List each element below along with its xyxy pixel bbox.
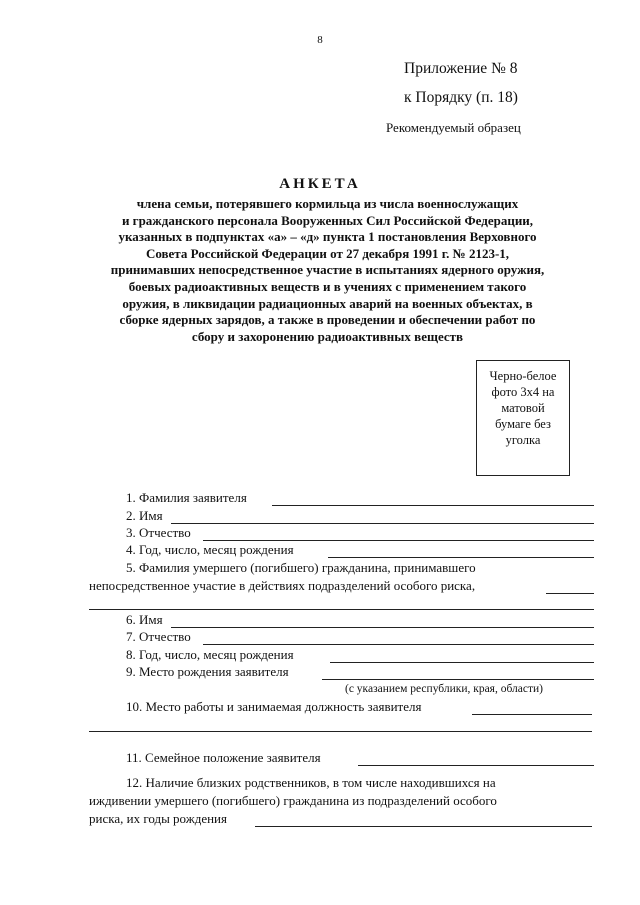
applicant-name-label: 2. Имя: [126, 508, 163, 523]
applicant-birthplace-field[interactable]: [322, 679, 594, 680]
page-number: 8: [317, 34, 323, 46]
deceased-name-label: 6. Имя: [126, 612, 163, 627]
applicant-surname-field[interactable]: [272, 505, 594, 506]
deceased-birthdate-label: 8. Год, число, месяц рождения: [126, 647, 294, 662]
subtitle-line: принимавших непосредственное участие в испытаниях ядерного оружия,: [110, 262, 545, 278]
applicant-patronymic-field[interactable]: [203, 540, 594, 541]
applicant-workplace-label: 10. Место работы и занимаемая должность заявителя: [126, 699, 422, 714]
relatives-label-line1: 12. Наличие близких родственников, в том числе находившихся на: [126, 775, 496, 790]
subtitle-line: оружия, в ликвидации радиационных аварий на военных объектах, в: [122, 295, 533, 311]
photo-placeholder-box[interactable]: [476, 360, 570, 476]
applicant-workplace-field-continuation[interactable]: [89, 731, 592, 732]
subtitle-line: Совета Российской Федерации от 27 декабря 1991 г. № 2123-1,: [145, 245, 510, 261]
applicant-name-field[interactable]: [171, 523, 594, 524]
applicant-workplace-field[interactable]: [472, 714, 592, 715]
deceased-surname-field[interactable]: [546, 593, 594, 594]
relatives-label-line2: иждивении умершего (погибшего) гражданина из подразделений особого: [89, 793, 497, 808]
subtitle-line: сборке ядерных зарядов, а также в проведении и обеспечении работ по: [119, 312, 536, 328]
form-subtitle: [60, 196, 595, 345]
subtitle-line: указанных в подпунктах «а» – «д» пункта 1 постановления Верховного: [118, 229, 537, 245]
applicant-birthdate-field[interactable]: [328, 557, 594, 558]
subtitle-line: боевых радиоактивных веществ и в учениях с применением такого: [128, 278, 527, 294]
applicant-birthplace-label: 9. Место рождения заявителя: [126, 664, 289, 679]
photo-instruction-line: Черно-белое: [489, 369, 557, 383]
applicant-surname-label: 1. Фамилия заявителя: [126, 490, 247, 505]
appendix-reference: к Порядку (п. 18): [404, 89, 518, 106]
birthplace-hint: (с указанием республики, края, области): [345, 683, 543, 695]
photo-instruction-line: фото 3х4 на: [491, 385, 555, 399]
deceased-patronymic-label: 7. Отчество: [126, 629, 191, 644]
photo-instruction-line: матовой: [501, 401, 545, 415]
deceased-surname-label-line1: 5. Фамилия умершего (погибшего) гражданина, принимавшего: [126, 560, 476, 575]
form-title: АНКЕТА: [279, 176, 361, 192]
marital-status-label: 11. Семейное положение заявителя: [126, 750, 321, 765]
recommended-sample-label: Рекомендуемый образец: [386, 120, 521, 135]
appendix-number: Приложение № 8: [404, 60, 518, 77]
applicant-birthdate-label: 4. Год, число, месяц рождения: [126, 542, 294, 557]
marital-status-field[interactable]: [358, 765, 594, 766]
deceased-surname-label-line2: непосредственное участие в действиях подразделений особого риска,: [89, 578, 476, 593]
subtitle-line: члена семьи, потерявшего кормильца из числа военнослужащих: [136, 196, 519, 211]
deceased-name-field[interactable]: [171, 627, 594, 628]
subtitle-line: сбору и захоронению радиоактивных веществ: [191, 328, 464, 344]
relatives-field[interactable]: [255, 826, 592, 827]
deceased-patronymic-field[interactable]: [203, 644, 594, 645]
deceased-surname-field-continuation[interactable]: [89, 609, 594, 610]
subtitle-line: и гражданского персонала Вооруженных Сил Российской Федерации,: [121, 212, 534, 228]
deceased-birthdate-field[interactable]: [330, 662, 594, 663]
relatives-label-line3: риска, их годы рождения: [89, 811, 227, 826]
photo-instruction-line: бумаге без: [495, 417, 551, 431]
applicant-patronymic-label: 3. Отчество: [126, 525, 191, 540]
photo-instruction-line: уголка: [505, 433, 541, 447]
